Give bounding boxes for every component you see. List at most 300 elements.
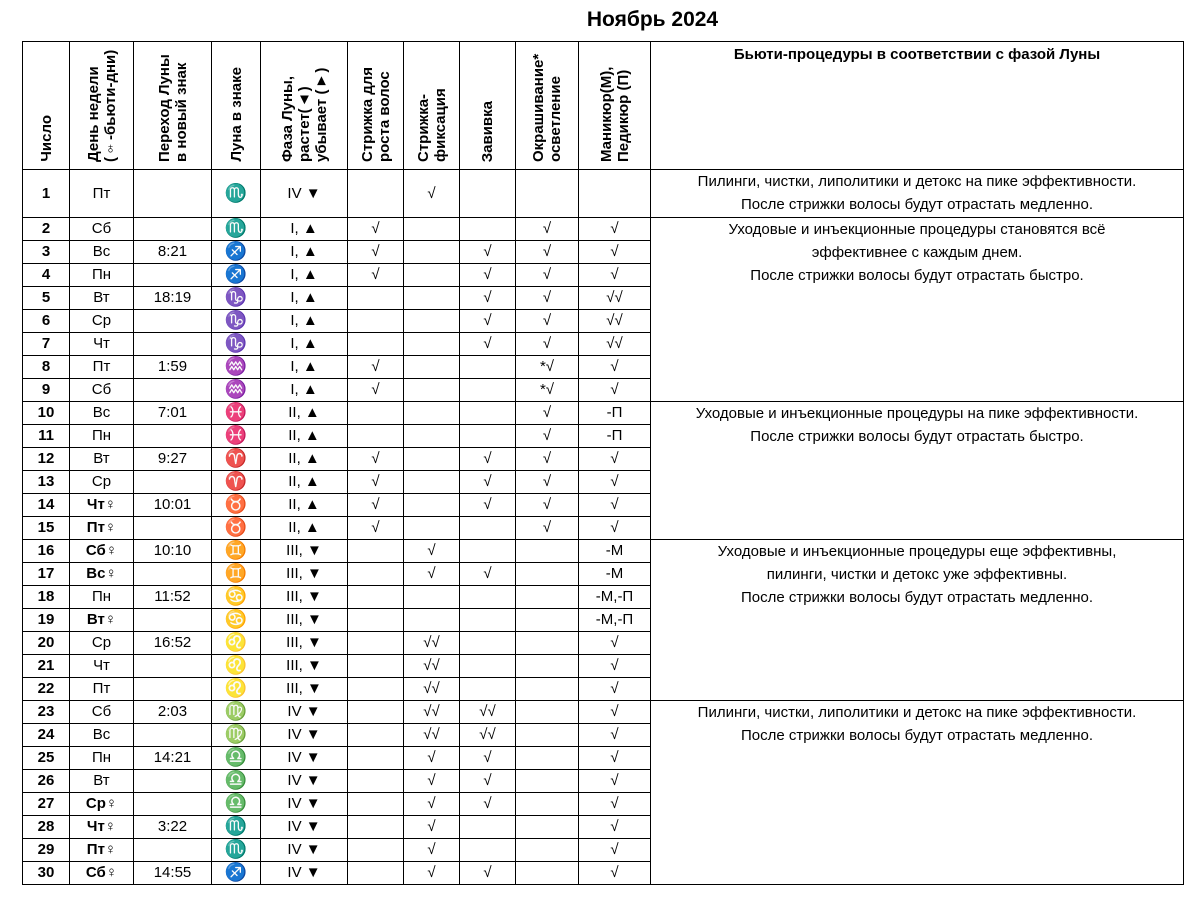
curl-cell: √ [460,792,516,815]
haircut-growth-cell [348,562,404,585]
day-cell: 19 [23,608,70,631]
manicure-cell: √ [579,631,651,654]
moon-sign-cell: ♐ [212,861,261,884]
coloring-cell: √ [516,309,579,332]
moon-sign-cell: ♒ [212,355,261,378]
manicure-cell: √ [579,700,651,723]
coloring-cell [516,562,579,585]
transition-time-cell [134,608,212,631]
transition-time-cell: 14:55 [134,861,212,884]
coloring-cell [516,170,579,218]
haircut-fix-cell [404,470,460,493]
header-manicure: Маникюр(М), Педикюр (П) [579,42,651,170]
day-cell: 4 [23,263,70,286]
header-haircut-fix: Стрижка-фиксация [404,42,460,170]
haircut-growth-cell: √ [348,263,404,286]
weekday-cell: Сб [70,378,134,401]
curl-cell [460,355,516,378]
haircut-growth-cell [348,170,404,218]
moon-phase-cell: III, ▼ [261,539,348,562]
day-cell: 9 [23,378,70,401]
curl-cell: √ [460,332,516,355]
header-haircut-growth: Стрижка для роста волос [348,42,404,170]
description-line: пилинги, чистки и детокс уже эффективны. [766,565,1068,583]
moon-sign-cell: ♓ [212,401,261,424]
procedure-description [651,401,1184,539]
transition-time-cell: 11:52 [134,585,212,608]
coloring-cell [516,585,579,608]
moon-phase-cell: II, ▲ [261,447,348,470]
coloring-cell [516,608,579,631]
weekday-cell: Вс [70,240,134,263]
weekday-cell: Пн [70,424,134,447]
manicure-cell: √ [579,654,651,677]
haircut-growth-cell: √ [348,355,404,378]
moon-phase-cell: I, ▲ [261,240,348,263]
coloring-cell [516,815,579,838]
weekday-cell: Чт [70,332,134,355]
header-moon-sign: Луна в знаке [212,42,261,170]
manicure-cell: √ [579,355,651,378]
moon-sign-cell: ♋ [212,608,261,631]
coloring-cell [516,792,579,815]
haircut-fix-cell: √ [404,539,460,562]
transition-time-cell [134,378,212,401]
manicure-cell: √√ [579,286,651,309]
weekday-cell: Ср♀ [70,792,134,815]
weekday-cell: Вс [70,401,134,424]
manicure-cell: √ [579,769,651,792]
day-cell: 13 [23,470,70,493]
coloring-cell [516,746,579,769]
transition-time-cell [134,516,212,539]
manicure-cell: √√ [579,309,651,332]
day-cell: 3 [23,240,70,263]
haircut-growth-cell [348,746,404,769]
moon-sign-cell: ♉ [212,493,261,516]
weekday-cell: Вс [70,723,134,746]
moon-phase-cell: III, ▼ [261,654,348,677]
coloring-cell: √ [516,332,579,355]
haircut-fix-cell: √ [404,861,460,884]
haircut-fix-cell: √ [404,170,460,218]
procedure-description [651,217,1184,401]
coloring-cell [516,723,579,746]
haircut-growth-cell [348,723,404,746]
curl-cell: √ [460,447,516,470]
moon-phase-cell: II, ▲ [261,516,348,539]
header-procedures: Бьюти-процедуры в соответствии с фазой Луны [651,42,1184,170]
haircut-growth-cell [348,401,404,424]
transition-time-cell [134,424,212,447]
haircut-growth-cell: √ [348,378,404,401]
manicure-cell: √ [579,792,651,815]
transition-time-cell [134,217,212,240]
header-row [23,42,1184,170]
moon-sign-cell: ♑ [212,286,261,309]
moon-sign-cell: ♋ [212,585,261,608]
moon-sign-cell: ♊ [212,539,261,562]
haircut-growth-cell [348,700,404,723]
header-coloring: Окрашивание* осветление [516,42,579,170]
moon-phase-cell: II, ▲ [261,493,348,516]
moon-sign-cell: ♈ [212,447,261,470]
manicure-cell: √ [579,263,651,286]
day-cell: 21 [23,654,70,677]
coloring-cell [516,539,579,562]
description-line: После стрижки волосы будут отрастать медленно. [740,196,1094,214]
moon-calendar-table [22,41,1184,885]
moon-phase-cell: I, ▲ [261,378,348,401]
coloring-cell: √ [516,286,579,309]
coloring-cell: √ [516,401,579,424]
manicure-cell: -М,-П [579,585,651,608]
weekday-cell: Ср [70,470,134,493]
coloring-cell: *√ [516,378,579,401]
moon-phase-cell: IV ▼ [261,861,348,884]
manicure-cell [579,170,651,218]
manicure-cell: √√ [579,332,651,355]
manicure-cell: √ [579,723,651,746]
transition-time-cell [134,332,212,355]
haircut-growth-cell: √ [348,493,404,516]
haircut-growth-cell: √ [348,217,404,240]
day-cell: 27 [23,792,70,815]
page-title: Ноябрь 2024 [586,8,719,31]
manicure-cell: √ [579,240,651,263]
coloring-cell: √ [516,516,579,539]
curl-cell: √ [460,493,516,516]
manicure-cell: √ [579,493,651,516]
table-row [23,170,1184,218]
haircut-fix-cell [404,355,460,378]
curl-cell [460,815,516,838]
coloring-cell [516,700,579,723]
manicure-cell: √ [579,838,651,861]
haircut-fix-cell: √√ [404,654,460,677]
description-line: Пилинги, чистки, липолитики и детокс на пике эффективности. [697,173,1137,190]
haircut-fix-cell [404,493,460,516]
day-cell: 20 [23,631,70,654]
description-line: Пилинги, чистки, липолитики и детокс на пике эффективности. [697,703,1137,721]
curl-cell [460,539,516,562]
moon-phase-cell: I, ▲ [261,355,348,378]
day-cell: 18 [23,585,70,608]
transition-time-cell: 18:19 [134,286,212,309]
haircut-growth-cell [348,608,404,631]
curl-cell: √ [460,240,516,263]
weekday-cell: Вс♀ [70,562,134,585]
curl-cell: √ [460,470,516,493]
haircut-fix-cell: √ [404,769,460,792]
haircut-growth-cell [348,585,404,608]
procedure-description [651,539,1184,700]
moon-phase-cell: III, ▼ [261,608,348,631]
moon-phase-cell: I, ▲ [261,286,348,309]
weekday-cell: Пт [70,170,134,218]
day-cell: 28 [23,815,70,838]
manicure-cell: √ [579,746,651,769]
haircut-fix-cell [404,263,460,286]
moon-sign-cell: ♐ [212,240,261,263]
transition-time-cell: 9:27 [134,447,212,470]
moon-sign-cell: ♑ [212,332,261,355]
haircut-growth-cell [348,424,404,447]
description-line: эффективнее с каждым днем. [811,243,1023,261]
manicure-cell: -М,-П [579,608,651,631]
haircut-growth-cell [348,654,404,677]
moon-phase-cell: IV ▼ [261,170,348,218]
day-cell: 15 [23,516,70,539]
moon-sign-cell: ♍ [212,700,261,723]
transition-time-cell: 14:21 [134,746,212,769]
moon-phase-cell: IV ▼ [261,746,348,769]
haircut-growth-cell [348,838,404,861]
haircut-fix-cell [404,516,460,539]
haircut-fix-cell [404,217,460,240]
haircut-fix-cell [404,332,460,355]
moon-phase-cell: IV ▼ [261,815,348,838]
haircut-fix-cell: √ [404,792,460,815]
weekday-cell: Сб [70,217,134,240]
haircut-fix-cell: √ [404,815,460,838]
coloring-cell: √ [516,447,579,470]
moon-sign-cell: ♌ [212,677,261,700]
haircut-fix-cell: √ [404,746,460,769]
coloring-cell: √ [516,263,579,286]
day-cell: 5 [23,286,70,309]
transition-time-cell: 1:59 [134,355,212,378]
coloring-cell [516,838,579,861]
haircut-growth-cell [348,792,404,815]
weekday-cell: Пн [70,746,134,769]
manicure-cell: -М [579,562,651,585]
moon-phase-cell: IV ▼ [261,792,348,815]
haircut-fix-cell [404,286,460,309]
weekday-cell: Вт [70,769,134,792]
haircut-fix-cell: √√ [404,700,460,723]
transition-time-cell: 10:10 [134,539,212,562]
curl-cell: √ [460,309,516,332]
curl-cell [460,401,516,424]
manicure-cell: -М [579,539,651,562]
moon-phase-cell: II, ▲ [261,470,348,493]
haircut-fix-cell: √√ [404,631,460,654]
day-cell: 22 [23,677,70,700]
manicure-cell: √ [579,217,651,240]
haircut-growth-cell [348,677,404,700]
haircut-fix-cell [404,608,460,631]
weekday-cell: Пт [70,355,134,378]
description-line: После стрижки волосы будут отрастать быстро. [750,267,1084,285]
weekday-cell: Сб [70,700,134,723]
description-line: Уходовые и инъекционные процедуры становятся всё [728,220,1106,238]
coloring-cell [516,677,579,700]
curl-cell [460,838,516,861]
day-cell: 11 [23,424,70,447]
coloring-cell [516,631,579,654]
coloring-cell: √ [516,424,579,447]
header-phase: Фаза Луны, растет(▲) убывает (▼) [261,42,348,170]
haircut-fix-cell: √ [404,838,460,861]
moon-phase-cell: IV ▼ [261,769,348,792]
moon-phase-cell: I, ▲ [261,309,348,332]
curl-cell [460,424,516,447]
moon-phase-cell: III, ▼ [261,631,348,654]
transition-time-cell: 10:01 [134,493,212,516]
moon-sign-cell: ♏ [212,815,261,838]
weekday-cell: Ср [70,631,134,654]
haircut-growth-cell: √ [348,470,404,493]
weekday-cell: Пт♀ [70,516,134,539]
haircut-fix-cell [404,309,460,332]
weekday-cell: Чт♀ [70,493,134,516]
transition-time-cell [134,838,212,861]
day-cell: 16 [23,539,70,562]
haircut-fix-cell [404,401,460,424]
transition-time-cell [134,723,212,746]
moon-sign-cell: ♌ [212,654,261,677]
header-curl: Завивка [460,42,516,170]
description-line: Уходовые и инъекционные процедуры на пике эффективности. [695,404,1139,422]
haircut-growth-cell [348,815,404,838]
curl-cell [460,631,516,654]
manicure-cell: -П [579,401,651,424]
haircut-fix-cell: √√ [404,677,460,700]
curl-cell: √ [460,746,516,769]
weekday-cell: Пн [70,585,134,608]
moon-sign-cell: ♏ [212,217,261,240]
moon-sign-cell: ♎ [212,792,261,815]
day-cell: 29 [23,838,70,861]
haircut-fix-cell: √ [404,562,460,585]
transition-time-cell [134,263,212,286]
haircut-growth-cell [348,539,404,562]
moon-sign-cell: ♈ [212,470,261,493]
haircut-fix-cell: √√ [404,723,460,746]
day-cell: 1 [23,170,70,218]
table-row [23,700,1184,723]
curl-cell: √ [460,263,516,286]
coloring-cell: *√ [516,355,579,378]
moon-phase-cell: I, ▲ [261,263,348,286]
moon-sign-cell: ♊ [212,562,261,585]
coloring-cell: √ [516,470,579,493]
moon-phase-cell: III, ▼ [261,677,348,700]
day-cell: 23 [23,700,70,723]
manicure-cell: √ [579,861,651,884]
curl-cell: √ [460,286,516,309]
procedure-description [651,700,1184,884]
day-cell: 8 [23,355,70,378]
transition-time-cell [134,769,212,792]
weekday-cell: Чт [70,654,134,677]
moon-phase-cell: IV ▼ [261,700,348,723]
moon-sign-cell: ♑ [212,309,261,332]
haircut-growth-cell: √ [348,516,404,539]
weekday-cell: Пт♀ [70,838,134,861]
curl-cell [460,654,516,677]
header-date: Число [23,42,70,170]
manicure-cell: -П [579,424,651,447]
manicure-cell: √ [579,447,651,470]
moon-sign-cell: ♌ [212,631,261,654]
procedure-description [651,170,1184,218]
curl-cell: √√ [460,723,516,746]
weekday-cell: Вт [70,447,134,470]
transition-time-cell [134,654,212,677]
curl-cell: √ [460,861,516,884]
moon-phase-cell: IV ▼ [261,723,348,746]
transition-time-cell [134,677,212,700]
weekday-cell: Чт♀ [70,815,134,838]
moon-phase-cell: IV ▼ [261,838,348,861]
day-cell: 25 [23,746,70,769]
day-cell: 10 [23,401,70,424]
curl-cell: √√ [460,700,516,723]
haircut-growth-cell [348,631,404,654]
moon-sign-cell: ♉ [212,516,261,539]
curl-cell [460,516,516,539]
haircut-growth-cell: √ [348,447,404,470]
weekday-cell: Пн [70,263,134,286]
haircut-fix-cell [404,585,460,608]
moon-phase-cell: I, ▲ [261,217,348,240]
haircut-fix-cell [404,424,460,447]
header-transition: Переход Луны в новый знак [134,42,212,170]
moon-sign-cell: ♏ [212,170,261,218]
day-cell: 6 [23,309,70,332]
manicure-cell: √ [579,815,651,838]
calendar-body [23,170,1184,885]
day-cell: 2 [23,217,70,240]
haircut-growth-cell [348,769,404,792]
transition-time-cell [134,562,212,585]
manicure-cell: √ [579,470,651,493]
moon-sign-cell: ♓ [212,424,261,447]
curl-cell [460,677,516,700]
transition-time-cell: 8:21 [134,240,212,263]
manicure-cell: √ [579,516,651,539]
curl-cell [460,378,516,401]
curl-cell [460,217,516,240]
transition-time-cell [134,470,212,493]
moon-sign-cell: ♒ [212,378,261,401]
moon-phase-cell: I, ▲ [261,332,348,355]
moon-sign-cell: ♎ [212,769,261,792]
haircut-growth-cell: √ [348,240,404,263]
transition-time-cell: 7:01 [134,401,212,424]
day-cell: 7 [23,332,70,355]
transition-time-cell: 16:52 [134,631,212,654]
coloring-cell [516,654,579,677]
haircut-fix-cell [404,378,460,401]
moon-sign-cell: ♎ [212,746,261,769]
description-line: После стрижки волосы будут отрастать быстро. [750,427,1084,445]
haircut-growth-cell [348,332,404,355]
day-cell: 17 [23,562,70,585]
haircut-growth-cell [348,286,404,309]
header-weekday: День недели (♀-бьюти-дни) [70,42,134,170]
table-row [23,539,1184,562]
haircut-growth-cell [348,861,404,884]
day-cell: 14 [23,493,70,516]
coloring-cell: √ [516,240,579,263]
day-cell: 12 [23,447,70,470]
moon-sign-cell: ♏ [212,838,261,861]
coloring-cell: √ [516,493,579,516]
curl-cell [460,608,516,631]
